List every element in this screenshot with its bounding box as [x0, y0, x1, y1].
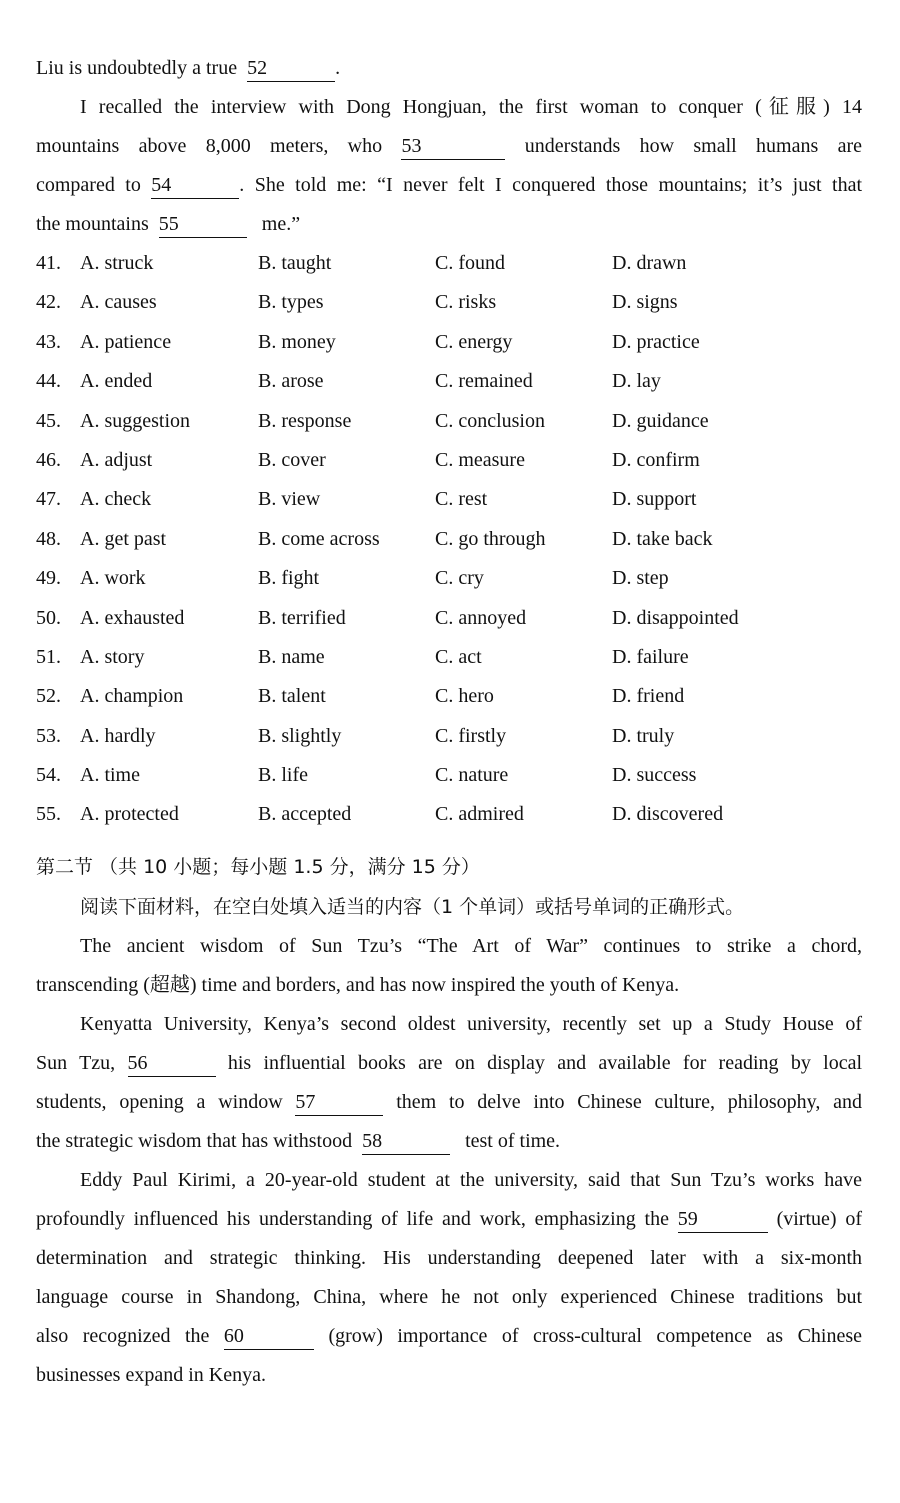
- blank-54: 54: [151, 172, 239, 199]
- option-b: B. come across: [258, 527, 380, 550]
- option-a: A. suggestion: [80, 409, 190, 432]
- option-d: D. failure: [612, 645, 689, 668]
- question-number: 44.: [36, 370, 61, 393]
- option-c: C. firstly: [435, 724, 507, 747]
- question-number: 43.: [36, 330, 61, 353]
- option-row: [36, 559, 862, 598]
- option-row: [36, 323, 862, 362]
- option-b: B. terrified: [258, 606, 346, 629]
- option-a: A. exhausted: [80, 606, 185, 629]
- option-b: B. taught: [258, 252, 332, 274]
- option-d: D. practice: [612, 330, 700, 353]
- option-b: B. talent: [258, 685, 326, 708]
- passage-line: The ancient wisdom of Sun Tzu’s “The Art of War” continues to strike a chord,: [80, 934, 862, 957]
- passage-line: mountains above 8,000 meters, who 53 understands how small humans are: [36, 127, 862, 166]
- option-b: B. name: [258, 645, 325, 668]
- passage-line: Eddy Paul Kirimi, a 20-year-old student at the university, said that Sun Tzu’s works have: [80, 1168, 862, 1191]
- option-a: A. ended: [80, 370, 153, 393]
- question-number: 54.: [36, 764, 61, 787]
- option-c: C. energy: [435, 330, 513, 353]
- option-c: C. risks: [435, 291, 497, 314]
- option-c: C. go through: [435, 527, 546, 550]
- question-number: 46.: [36, 448, 61, 471]
- option-b: B. accepted: [258, 803, 352, 826]
- option-c: C. hero: [435, 685, 494, 708]
- exam-page: [36, 49, 862, 1395]
- option-b: B. money: [258, 330, 336, 353]
- option-a: A. time: [80, 764, 140, 787]
- option-d: D. truly: [612, 724, 675, 747]
- option-a: A. adjust: [80, 448, 153, 471]
- option-c: C. remained: [435, 370, 533, 393]
- option-d: D. disappointed: [612, 606, 739, 629]
- option-b: B. types: [258, 291, 324, 314]
- passage-line: Liu is undoubtedly a true 52 .: [36, 49, 862, 88]
- question-number: 48.: [36, 527, 61, 550]
- passage-line: Sun Tzu, 56 his influential books are on display and available for reading by local: [36, 1044, 862, 1083]
- option-b: B. fight: [258, 567, 320, 590]
- passage-line: the strategic wisdom that has withstood 58 test of time.: [36, 1122, 862, 1161]
- passage-line: determination and strategic thinking. His understanding deepened later with a six-month: [36, 1246, 862, 1269]
- option-row: [36, 480, 862, 519]
- option-a: A. patience: [80, 330, 172, 353]
- option-row: [36, 599, 862, 638]
- blank-60: 60: [224, 1323, 314, 1350]
- option-c: C. conclusion: [435, 409, 545, 432]
- option-c: C. rest: [435, 488, 488, 511]
- blank-56: 56: [128, 1050, 216, 1077]
- option-b: B. cover: [258, 448, 326, 471]
- question-number: 53.: [36, 724, 61, 747]
- option-d: D. success: [612, 764, 697, 787]
- question-number: 41.: [36, 252, 61, 274]
- option-d: D. support: [612, 488, 697, 511]
- blank-53: 53: [401, 133, 505, 160]
- option-row: [36, 402, 862, 441]
- option-d: D. signs: [612, 291, 678, 314]
- passage-line: I recalled the interview with Dong Hongjuan, the first woman to conquer (征服) 14: [80, 96, 862, 118]
- option-a: A. get past: [80, 527, 167, 550]
- section-heading: 第二节 （共 10 小题；每小题 1.5 分，满分 15 分）: [36, 855, 480, 878]
- blank-52: 52: [247, 55, 335, 82]
- option-c: C. found: [435, 252, 505, 274]
- option-b: B. life: [258, 764, 308, 787]
- passage-line: compared to 54 . She told me: “I never felt I conquered those mountains; it’s just that: [36, 166, 862, 205]
- blank-57: 57: [295, 1089, 383, 1116]
- passage-line: businesses expand in Kenya.: [36, 1363, 266, 1386]
- option-b: B. view: [258, 488, 321, 511]
- option-a: A. work: [80, 567, 146, 590]
- question-number: 51.: [36, 645, 61, 668]
- option-row: [36, 717, 862, 756]
- option-a: A. protected: [80, 803, 179, 826]
- option-row: [36, 244, 862, 283]
- section-instruction: 阅读下面材料，在空白处填入适当的内容（1 个单词）或括号单词的正确形式。: [80, 895, 745, 918]
- blank-58: 58: [362, 1128, 450, 1155]
- option-row: [36, 520, 862, 559]
- option-row: [36, 795, 862, 834]
- passage-line: the mountains 55 me.”: [36, 205, 862, 244]
- question-number: 42.: [36, 291, 61, 314]
- question-number: 55.: [36, 803, 61, 826]
- option-b: B. slightly: [258, 724, 342, 747]
- blank-59: 59: [678, 1206, 768, 1233]
- question-number: 49.: [36, 567, 61, 590]
- question-number: 52.: [36, 685, 61, 708]
- option-c: C. act: [435, 645, 482, 668]
- question-number: 50.: [36, 606, 61, 629]
- passage-line: language course in Shandong, China, where he not only experienced Chinese traditions but: [36, 1285, 862, 1308]
- option-d: D. drawn: [612, 252, 687, 274]
- blank-55: 55: [159, 211, 247, 238]
- option-d: D. lay: [612, 370, 661, 393]
- option-b: B. arose: [258, 370, 324, 393]
- option-c: C. nature: [435, 764, 509, 787]
- option-b: B. response: [258, 409, 352, 432]
- option-d: D. take back: [612, 527, 713, 550]
- option-row: [36, 283, 862, 322]
- option-row: [36, 638, 862, 677]
- option-row: [36, 362, 862, 401]
- option-a: A. causes: [80, 291, 157, 314]
- option-d: D. step: [612, 567, 669, 590]
- passage-line: profoundly influenced his understanding of life and work, emphasizing the 59 (virtue) of: [36, 1200, 862, 1239]
- passage-line: also recognized the 60 (grow) importance of cross-cultural competence as Chinese: [36, 1317, 862, 1356]
- option-d: D. friend: [612, 685, 685, 708]
- option-d: D. guidance: [612, 409, 709, 432]
- options-list: [36, 244, 862, 835]
- question-number: 45.: [36, 409, 61, 432]
- option-a: A. check: [80, 488, 152, 511]
- passage-line: students, opening a window 57 them to delve into Chinese culture, philosophy, and: [36, 1083, 862, 1122]
- passage-line: transcending (超越) time and borders, and has now inspired the youth of Kenya.: [36, 973, 680, 996]
- option-a: A. champion: [80, 685, 184, 708]
- option-c: C. measure: [435, 448, 525, 471]
- question-number: 47.: [36, 488, 61, 511]
- option-row: [36, 441, 862, 480]
- option-c: C. cry: [435, 567, 484, 590]
- option-c: C. admired: [435, 803, 524, 826]
- option-row: [36, 677, 862, 716]
- option-row: [36, 756, 862, 795]
- option-d: D. discovered: [612, 803, 724, 826]
- passage-line: Kenyatta University, Kenya’s second oldest university, recently set up a Study House of: [80, 1012, 862, 1035]
- option-a: A. story: [80, 645, 145, 668]
- option-c: C. annoyed: [435, 606, 527, 629]
- option-a: A. hardly: [80, 724, 156, 747]
- option-a: A. struck: [80, 252, 154, 274]
- option-d: D. confirm: [612, 448, 700, 471]
